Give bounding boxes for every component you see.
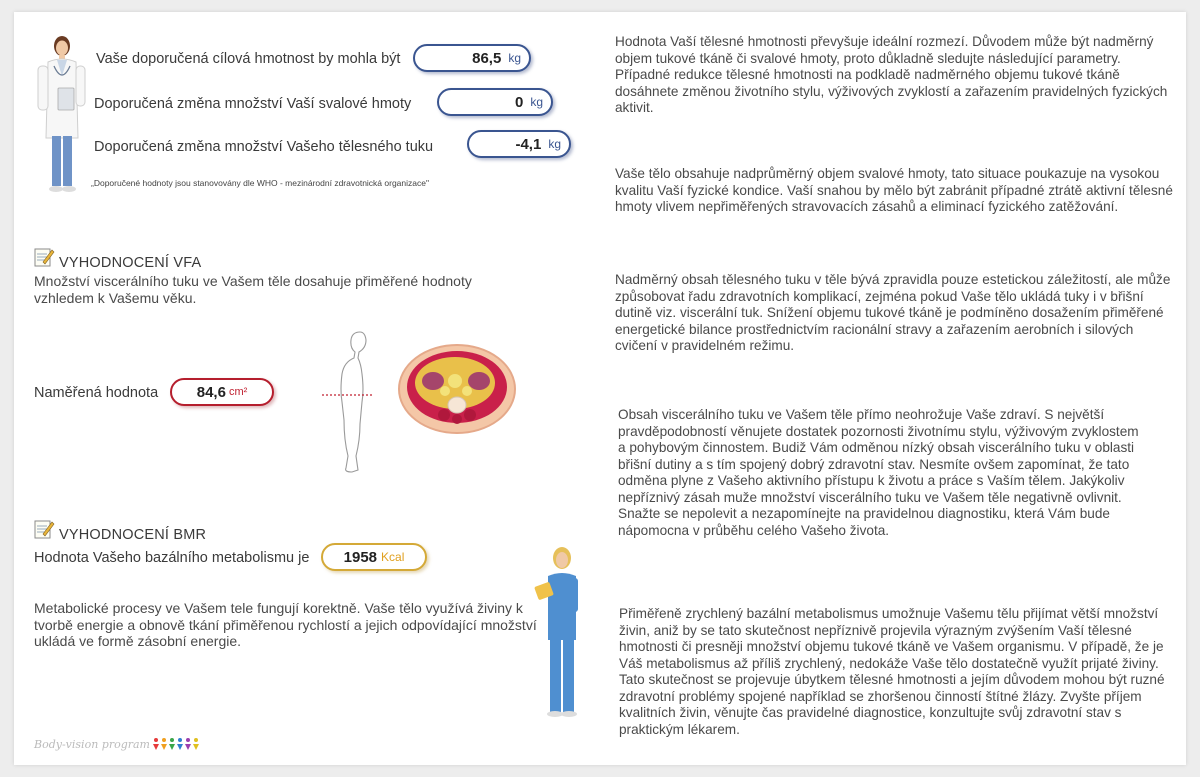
target-muscle-label: Doporučená změna množství Vaší svalové hmoty <box>94 96 412 112</box>
target-muscle-unit: kg <box>530 95 543 109</box>
people-logo-icon <box>152 737 200 751</box>
weight-explanation: Hodnota Vaší tělesné hmotnosti převyšuje ideální rozmezí. Důvodem může být nadměrný objem tukové tkáně či svalové hmoty, proto důkladně sledujte následující parametry. Případné redukce tělesné hmotnosti na podkladě nadměrného objemu tukové tkáně dosáhnete změnou životního stylu, výživových zvyklostí a zařazením pravidelných fyzických aktivit. <box>615 34 1168 115</box>
target-fat-label: Doporučená změna množství Vašeho tělesného tuku <box>94 139 434 155</box>
vfa-heading: VYHODNOCENÍ VFA <box>59 255 202 271</box>
bmr-value-box <box>321 543 427 571</box>
notepad-icon <box>33 246 55 268</box>
bmr-heading: VYHODNOCENÍ BMR <box>59 527 207 543</box>
target-muscle-box <box>437 88 553 116</box>
vfa-measured-value: 84,6 <box>196 383 226 401</box>
vfa-explanation: Obsah viscerálního tuku ve Vašem těle přímo neohrožuje Vaše zdraví. S největší pravděpodobností věnujete dostatek pozornosti životnímu stylu, výživovým zvyklostem a pohybovým činnostem. Budiž Vám odměnou nízký obsah viscerálního tuku v oblasti břišní dutiny a s tím spojený dobrý zdravotní stav. Nesmíte ovšem zapomínat, že tato odměna plyne z Vašeho aktivního přístupu k životu a práce s Vaším tělem. Jakýkoliv nepříznivý zásah muže množství viscerálního tuku ve Vašem těle negativně ovlivnit. Snažte se nepolevit a nezapomínejte na pravidelnou diagnostiku, která Vám bude nápomocna v průběhu celého Vašeho života. <box>618 407 1139 538</box>
notepad-icon <box>33 518 55 540</box>
target-muscle-value: 0 <box>514 93 524 111</box>
target-weight-unit: kg <box>508 51 521 65</box>
who-note: „Doporučené hodnoty jsou stanovovány dle WHO - mezinárodní zdravotnická organizace" <box>91 178 429 188</box>
nurse-illustration <box>522 544 588 720</box>
target-weight-box <box>413 44 531 72</box>
vfa-measured-unit: cm² <box>228 386 248 398</box>
target-fat-box <box>467 130 571 158</box>
target-weight-label: Vaše doporučená cílová hmotnost by mohla být <box>96 51 401 67</box>
target-fat-unit: kg <box>548 137 561 151</box>
vfa-measured-box <box>170 378 274 406</box>
report-page <box>14 12 1186 765</box>
bmr-value: 1958 <box>343 548 378 566</box>
fat-explanation: Nadměrný obsah tělesného tuku v těle bývá zpravidla pouze estetickou záležitostí, ale může způsobovat řadu zdravotních komplikací, zejména pokud Vaše tělo ukládá tuky i v břišní dutině viz. viscerální tuk. Snížení objemu tukové tkáně je podmíněno dosažením přiměřené energetické bilance prostřednictvím racionální stravy a zařazením aerobních i silových cvičení v pravidelném režimu. <box>615 272 1171 353</box>
brand-logo-text: Body-vision program <box>34 738 150 751</box>
bmr-label: Hodnota Vašeho bazálního metabolismu je <box>34 550 310 566</box>
bmr-unit: Kcal <box>381 550 405 564</box>
vfa-summary: Množství viscerálního tuku ve Vašem těle dosahuje přiměřené hodnoty vzhledem k Vašemu věku. <box>34 273 472 306</box>
bmr-explanation: Přiměřeně zrychlený bazální metabolismus umožnuje Vašemu tělu přijímat větší množství živin, aniž by se tato skutečnost nepříznivě projevila výrazným zvýšením Vaší tělesné hmotnosti či presněji množství objemu tukové tkáně ve Vašem organismu. V případě, že je Váš metabolismus až příliš zrychlený, nedokáže Vaše tělo dostatečně využít prijaté živiny. Tato skutečnost se projevuje úbytkem tělesné hmotnosti a jejím důvodem mohou být ruzné zdravotní problémy spojené například se zhoršenou činností štítné žlázy. Zvyšte příjem kvalitních živin, věnujte čas pravidelné diagnostice, konzultujte svůj zdravotní stav s praktickým lékarem. <box>619 606 1165 737</box>
abdominal-ct-illustration <box>397 343 517 435</box>
target-weight-value: 86,5 <box>472 49 502 67</box>
body-silhouette-illustration <box>314 330 394 476</box>
target-fat-value: -4,1 <box>515 135 542 153</box>
bmr-summary: Metabolické procesy ve Vašem tele fungují korektně. Vaše tělo využívá živiny k tvorbě energie a obnově tkání přiměřenou rychlostí a jejich odpovídající množství ukládá ve formě zásobní energie. <box>34 600 537 649</box>
vfa-measured-label: Naměřená hodnota <box>34 385 159 401</box>
doctor-illustration <box>32 32 88 196</box>
muscle-explanation: Vaše tělo obsahuje nadprůměrný objem svalové hmoty, tato situace poukazuje na vysokou kvalitu Vaší fyzické kondice. Vaší snahou by mělo být zabránit případné ztrátě aktivní tělesné hmoty vlivem nepřiměřených stravovacích zásahů a eliminací fyzického zatěžování. <box>615 166 1173 214</box>
